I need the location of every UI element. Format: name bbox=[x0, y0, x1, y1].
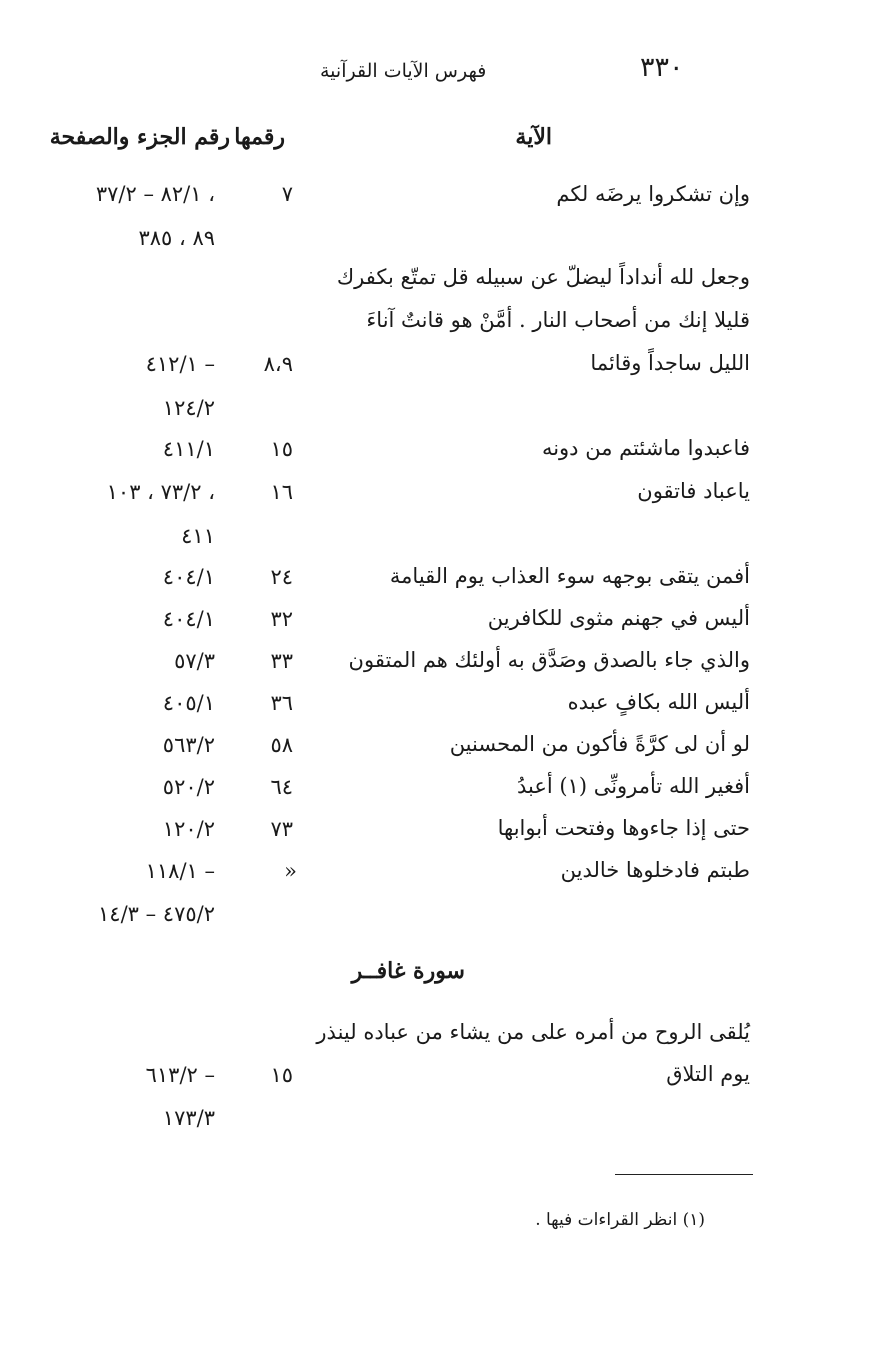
ayah-number: ٢٤ bbox=[270, 565, 293, 589]
ayah-text: فاعبدوا ماشئتم من دونه bbox=[541, 436, 750, 460]
ayah-text: وإن تشكروا يرضَه لكم bbox=[556, 182, 750, 206]
ayah-text: طبتم فادخلوها خالدين bbox=[560, 858, 750, 882]
reference: ٤١١ bbox=[181, 524, 215, 548]
reference: ٤٠٤/١ bbox=[162, 565, 215, 589]
ayah-text: أفغير الله تأمرونِّى (١) أعبدُ bbox=[516, 774, 750, 798]
reference: ٤٠٥/١ bbox=[162, 691, 215, 715]
ayah-text: حتى إذا جاءوها وفتحت أبوابها bbox=[497, 816, 750, 840]
reference: ٤١١/١ bbox=[162, 437, 215, 461]
reference: ٤٧٥/٢ – ١٤/٣ bbox=[98, 902, 215, 926]
footnote: (١) انظر القراءات فيها . bbox=[535, 1210, 705, 1230]
ayah-number: ٣٦ bbox=[270, 691, 293, 715]
ayah-number: ١٦ bbox=[270, 480, 293, 504]
ayah-text: يُلقى الروح من أمره على من يشاء من عباده لينذر bbox=[316, 1020, 750, 1044]
ayah-number: ٦٤ bbox=[270, 775, 293, 799]
ayah-text: الليل ساجداً وقائما bbox=[590, 351, 750, 375]
ayah-text: أفمن يتقى بوجهه سوء العذاب يوم القيامة bbox=[389, 564, 750, 588]
ayah-text: قليلا إنك من أصحاب النار . أمَّنْ هو قانتٌ آناءَ bbox=[366, 308, 750, 332]
ayah-number: ٧٣ bbox=[270, 817, 293, 841]
reference: ١٢٤/٢ bbox=[162, 396, 215, 420]
reference: ١١٨/١ – bbox=[145, 859, 215, 883]
ayah-number: ٣٢ bbox=[270, 607, 293, 631]
column-header-number: رقمها bbox=[234, 124, 285, 150]
footnote-rule bbox=[615, 1174, 753, 1175]
ayah-number: ٣٣ bbox=[270, 649, 293, 673]
reference: ٨٩ ، ٣٨٥ bbox=[138, 226, 215, 250]
reference: ١٢٠/٢ bbox=[162, 817, 215, 841]
ayah-text: أليس الله بكافٍ عبده bbox=[567, 690, 750, 714]
ayah-number: ٨،٩ bbox=[263, 352, 293, 376]
ayah-text: ياعباد فاتقون bbox=[637, 479, 750, 503]
ayah-number: ٧ bbox=[281, 182, 293, 206]
reference: ٥٧/٣ bbox=[174, 649, 215, 673]
ayah-number: ٥٨ bbox=[270, 733, 293, 757]
running-title: فهرس الآيات القرآنية bbox=[320, 60, 487, 82]
ayah-number: ١٥ bbox=[270, 1063, 293, 1087]
ayah-text: أليس في جهنم مثوى للكافرين bbox=[487, 606, 750, 630]
reference: ٥٢٠/٢ bbox=[162, 775, 215, 799]
reference: ٨٢/١ – ٣٧/٢ ، bbox=[95, 182, 215, 206]
ayah-text: والذي جاء بالصدق وصَدَّق به أولئك هم المتقون bbox=[348, 648, 750, 672]
reference: ٤١٢/١ – bbox=[145, 352, 215, 376]
reference: ٧٣/٢ ، ١٠٣ ، bbox=[106, 480, 215, 504]
ayah-number: ١٥ bbox=[270, 437, 293, 461]
ayah-text: وجعل لله أنداداً ليضلّ عن سبيله قل تمتّع بكفرك bbox=[336, 265, 750, 289]
ayah-text: يوم التلاق bbox=[666, 1062, 750, 1086]
column-header-ayah: الآية bbox=[515, 124, 552, 150]
reference: ١٧٣/٣ bbox=[162, 1106, 215, 1130]
reference: ٦١٣/٢ – bbox=[145, 1063, 215, 1087]
reference: ٤٠٤/١ bbox=[162, 607, 215, 631]
surah-title: سورة غافــر bbox=[351, 958, 465, 984]
ayah-number: » bbox=[284, 859, 297, 883]
page-number: ٣٣٠ bbox=[640, 52, 684, 83]
reference: ٥٦٣/٢ bbox=[162, 733, 215, 757]
column-header-reference: رقم الجزء والصفحة bbox=[49, 124, 230, 150]
ayah-text: لو أن لى كرَّةً فأكون من المحسنين bbox=[449, 732, 750, 756]
